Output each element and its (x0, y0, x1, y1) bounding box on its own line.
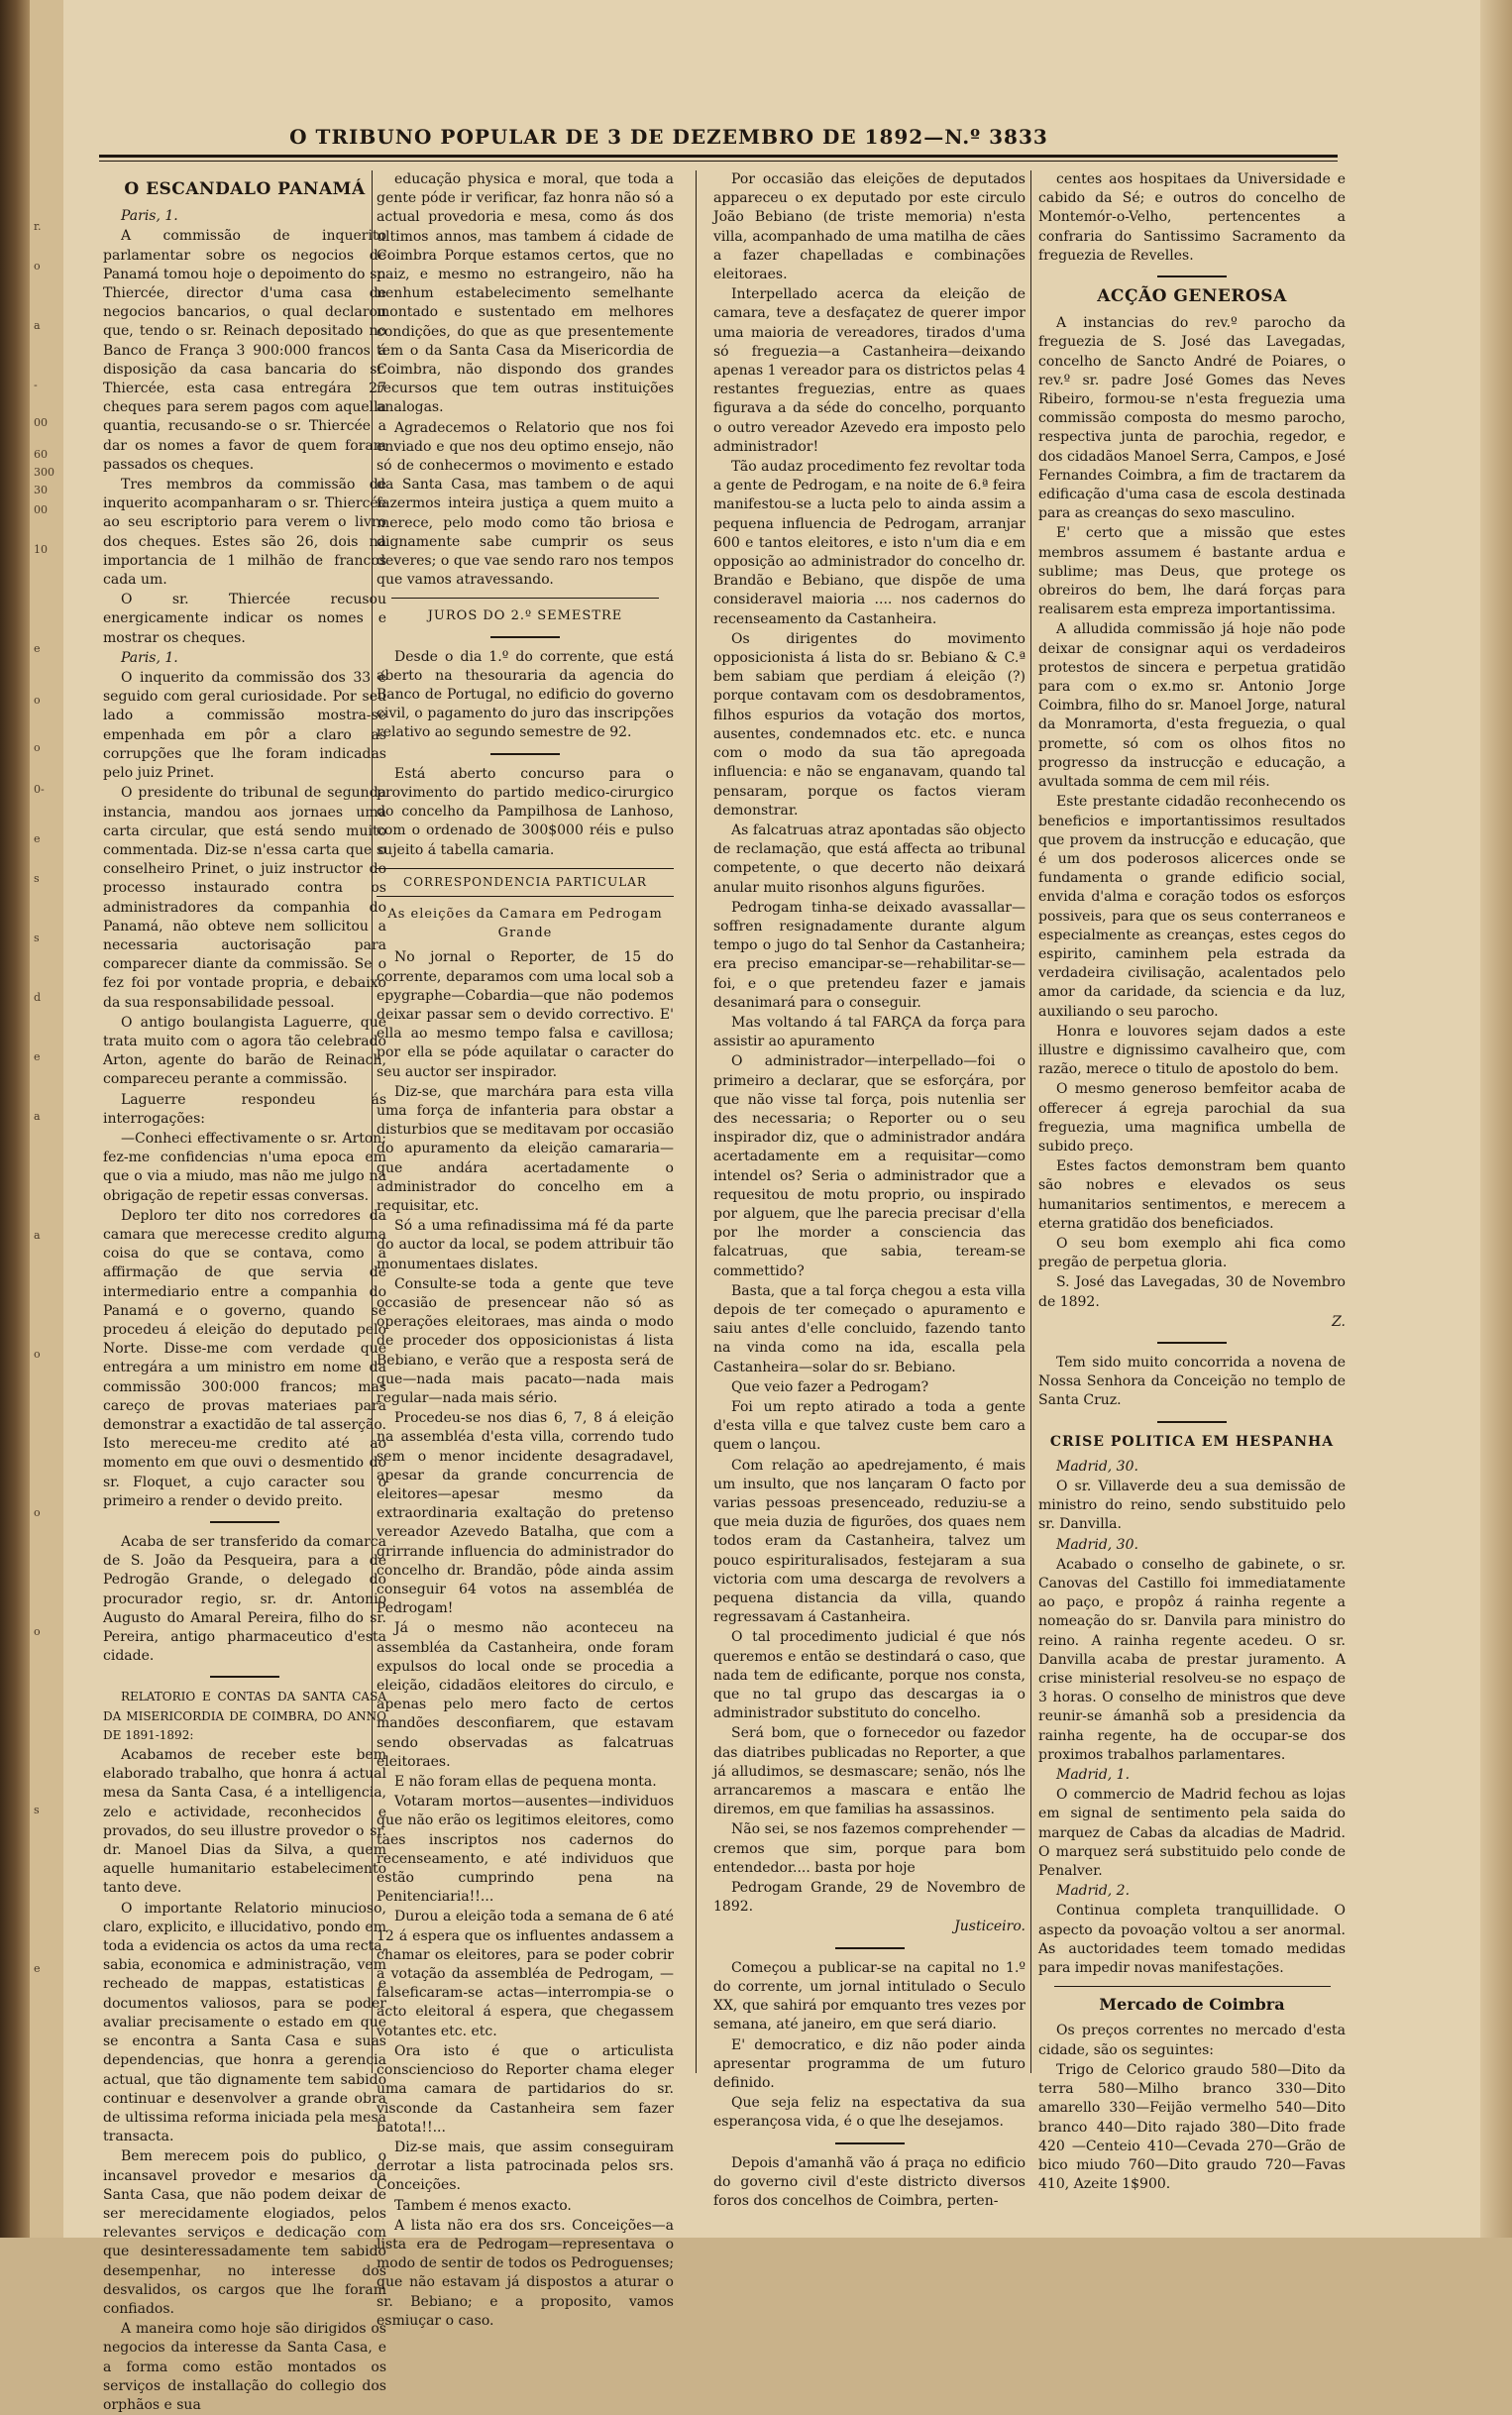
paragraph: —Conheci effectivamente o sr. Arton; fez-me confidencias n'uma epoca em que o via a miudo, mas não me julgo na obrigação de repetir essas conversas. (103, 1130, 386, 1204)
paragraph: Interpellado acerca da eleição de camara, teve a desfaçatez de querer impor uma maioria de vereadores, tirados d'uma só freguezia—a Castanheira—deixando apenas 1 vereador para os districtos pelas 4 restantes freguezias, entre as quaes figurava a da séde do concelho, porquanto o outro vereador Azevedo era imposto pelo administrador! (713, 286, 1026, 455)
paragraph: O sr. Thiercée recusou energicamente indicar os nomes e mostrar os cheques. (103, 592, 386, 646)
margin-fragment: 00 (34, 416, 48, 429)
paragraph: S. José das Lavegadas, 30 de Novembro de 1892. (1038, 1274, 1346, 1310)
margin-fragment: e (34, 832, 41, 845)
article-heading: As eleições da Camara em Pedrogam Grande (387, 906, 663, 941)
margin-fragment: o (34, 1348, 41, 1361)
margin-fragment: - (34, 379, 38, 391)
dateline: Madrid, 2. (1056, 1883, 1131, 1900)
paragraph: A lista não era dos srs. Conceições—a lista era de Pedrogam—representava o modo de sentir de todos os Pedroguenses; que não estavam já dispostos a aturar o sr. Bebiano; e a proposito, vamos esmiuçar o caso. (377, 2217, 674, 2329)
book-spine (0, 0, 30, 2238)
paragraph: Com relação ao apedrejamento, é mais um insulto, que nos lançaram O facto por varias pessoas presenceado, reduziu-se a que meia duzia de figurões, dos quaes nem todos eram da Castanheira, talvez um pouco espirituralisados, festejaram a sua victoria com uma descarga de revolvers a pequena distancia da villa, quando regressavam á Castanheira. (713, 1457, 1026, 1626)
paragraph: Está aberto concurso para o provimento do partido medico-cirurgico do concelho da Pampilhosa de Lanhoso, com o ordenado de 300$000 réis e pulso sujeito á tabella camaria. (377, 765, 674, 858)
paragraph: Tem sido muito concorrida a novena de Nossa Senhora da Conceição no templo de Santa Cruz. (1038, 1354, 1346, 1409)
article-heading: Mercado de Coimbra (1099, 1995, 1285, 2015)
margin-fragment: o (34, 741, 41, 754)
section-divider (391, 598, 659, 599)
paragraph: Os dirigentes do movimento opposicionista á lista do sr. Bebiano & C.ª bem sabiam que perdiam á eleição (?) porque contavam com os desdobramentos, filhos espurios da votação dos mortos, ausentes, condemnados etc. etc. e nunca com o modo da sua tão apregoada influencia: e não se enganavam, quando tal pensaram, porque os factos vieram demonstrar. (713, 630, 1026, 819)
paragraph: O inquerito da commissão dos 33 é seguido com geral curiosidade. Por seu lado a commissão mostra-se empenhada em pôr a claro as corrupções que lhe foram indicadas pelo juiz Prinet. (103, 670, 386, 782)
column-4 (1038, 170, 1346, 2193)
paragraph: Pedrogam tinha-se deixado avassallar—soffren resignadamente durante algum tempo o jugo do tal Senhor da Castanheira; era preciso emancipar-se—rehabilitar-se—foi, e o que pretendeu fazer e jamais desanimará para o conseguir. (713, 899, 1026, 1011)
paragraph: As falcatruas atraz apontadas são objecto de reclamação, que está affecta ao tribunal competente, o que decerto não deixará anular muito risonhos alguns figurões. (713, 822, 1026, 896)
column-rule (1030, 170, 1031, 2073)
paragraph: E' certo que a missão que estes membros assumem é bastante ardua e sublime; mas Deus, que protege os obreiros do bem, lhe dará forças para realisarem esta empreza importantissima. (1038, 525, 1346, 618)
column-rule (696, 170, 697, 2073)
paragraph: Depois d'amanhã vão á praça no edificio do governo civil d'este districto diversos foros dos concelhos de Coimbra, perten- (713, 2154, 1026, 2209)
section-heading: CORRESPONDENCIA PARTICULAR (377, 868, 674, 897)
paragraph: O commercio de Madrid fechou as lojas em signal de sentimento pela saida do marquez de Cabas da alcadias de Madrid. O marquez será substituido pelo conde de Penalver. (1038, 1787, 1346, 1880)
paragraph: Tambem é menos exacto. (394, 2197, 572, 2214)
article-heading: O ESCANDALO PANAMÁ (124, 179, 366, 199)
margin-fragment: a (34, 1110, 41, 1123)
section-divider (835, 1947, 905, 1949)
margin-fragment: o (34, 260, 41, 273)
paragraph: Tão audaz procedimento fez revoltar toda a gente de Pedrogam, e na noite de 6.ª feira manifestou-se a lucta pelo to ainda assim a pequena influencia de Pedrogam, arranjar 600 e tantos eleitores, e isto n'um dia e em opposição ao administrador do concelho dr. Brandão e Bebiano, que dispõe de uma consideravel maioria .... nos cadernos do recenseamento da Castanheira. (713, 459, 1026, 627)
paragraph: Consulte-se toda a gente que teve occasião de presencear não só as operações eleitoraes, mas ainda o modo de proceder dos opposicionistas á lista Bebiano, e verão que a resposta será de que—nada mais pacato—nada mais regular—nada mais sério. (377, 1275, 674, 1406)
section-divider (835, 2142, 905, 2144)
margin-fragment: o (34, 1625, 41, 1638)
margin-fragment: d (34, 991, 42, 1004)
paragraph: Estes factos demonstram bem quanto são nobres e elevados os seus humanitarios sentimentos, e merecem a eterna gratidão dos beneficiados. (1038, 1158, 1346, 1232)
paragraph: O sr. Villaverde deu a sua demissão de ministro do reino, sendo substituido pelo sr. Danvilla. (1038, 1479, 1346, 1533)
paragraph: Será bom, que o fornecedor ou fazedor das diatribes publicadas no Reporter, a que já alludimos, se desmascare; senão, nós lhe arrancaremos a mascara e então lhe diremos, em que familias ha assassinos. (713, 1725, 1026, 1818)
dateline: Madrid, 1. (1056, 1767, 1131, 1784)
page-right-edge (1480, 0, 1512, 2238)
paragraph: Pedrogam Grande, 29 de Novembro de 1892. (713, 1880, 1026, 1916)
paragraph: No jornal o Reporter, de 15 do corrente, deparamos com uma local sob a epygraphe—Cobardia—que não podemos deixar passar sem o devido correctivo. E' ella ao mesmo tempo falsa e cavillosa; por ella se póde aquilatar o caracter do seu auctor ser inspirador. (377, 949, 674, 1080)
section-divider (1157, 1342, 1227, 1344)
paragraph: Começou a publicar-se na capital no 1.º do corrente, um jornal intitulado o Seculo XX, que sahirá por emquanto tres vezes por semana, até janeiro, em que será diario. (713, 1959, 1026, 2033)
section-divider (1157, 275, 1227, 277)
paragraph: Diz-se, que marchára para esta villa uma força de infanteria para obstar a disturbios que se meditavam por occasião do apuramento da eleição camararia—que andára acertadamente o administrador do concelho em a requisitar, etc. (377, 1083, 674, 1214)
paragraph: Votaram mortos—ausentes—individuos que não erão os legitimos eleitores, como taes inscriptos nos cadernos do recenseamento, e até individuos que estão cumprindo pena na Penitenciaria!!... (377, 1794, 674, 1906)
margin-fragment: o (34, 1506, 41, 1519)
margin-fragment: r. (34, 220, 42, 233)
dateline: Paris, 1. (121, 649, 178, 666)
section-divider (1157, 1421, 1227, 1423)
paragraph: educação physica e moral, que toda a gente póde ir verificar, faz honra não só a actual provedoria e mesa, como ás dos ultimos annos, mas tambem á cidade de Coimbra Porque estamos certos, que no paiz, e mesmo no estrangeiro, não ha nenhum estabelecimento semelhante montado e sustentado em melhores condições, do que as que presentemente tem o da Santa Casa da Misericordia de Coimbra, não dispondo dos grandes recursos que tem outras instituições analogas. (377, 171, 674, 416)
paragraph: O seu bom exemplo ahi fica como pregão de perpetua gloria. (1038, 1235, 1346, 1271)
paragraph: Por occasião das eleições de deputados appareceu o ex deputado por este circulo João Bebiano (de triste memoria) n'esta villa, acompanhado de uma matilha de cães a fazer chapelladas e combinações eleitoraes. (713, 171, 1026, 283)
paragraph: Tres membros da commissão de inquerito acompanharam o sr. Thiercée ao seu escriptorio para verem o livro dos cheques. Estes são 26, dois na importancia de 1 milhão de francos cada um. (103, 477, 386, 589)
paragraph: Ora isto é que o articulista consciencioso do Reporter chama eleger uma camara de partidarios do sr. visconde da Castanheira sem fazer batota!!... (377, 2042, 674, 2136)
paragraph: Laguerre respondeu ás interrogações: (103, 1091, 386, 1127)
margin-fragment: a (34, 319, 41, 332)
paragraph: Mas voltando á tal FARÇA da força para assistir ao apuramento (713, 1014, 1026, 1050)
paragraph: O administrador—interpellado—foi o primeiro a declarar, que se esforçára, por que não visse tal força, pois nutenlia ser des necessaria; o Reporter ou o seu inspirador diz, que o administrador andára acertadamente em a requisitar—como intendel os? Seria o administrador que a requesitou de motu proprio, ou inspirado por alguem, que lhe parecia precisar d'ella por lhe morder a consciencia das falcatruas, que sabia, teream-se commettido? (713, 1053, 1026, 1279)
article-heading: RELATORIO E CONTAS DA SANTA CASA DA MISERICORDIA DE COIMBRA, DO ANNO DE 1891-1892: (103, 1690, 386, 1742)
paragraph: Já o mesmo não aconteceu na assembléa da Castanheira, onde foram expulsos do local onde se procedia a eleição, cidadãos eleitores do circulo, e apenas pelo mero facto de certos mandões desconfiarem, que estavam sendo observadas as falcatruas eleitoraes. (377, 1620, 674, 1770)
previous-page-edge (30, 0, 63, 2238)
dateline: Madrid, 30. (1056, 1536, 1138, 1553)
margin-fragment: e (34, 642, 41, 655)
margin-fragment: 60 (34, 448, 48, 461)
paragraph: centes aos hospitaes da Universidade e cabido da Sé; e outros do concelho de Montemór-o-Velho, pertencentes a confraria do Santissimo Sacramento da freguezia de Revelles. (1038, 171, 1346, 264)
paragraph: Desde o dia 1.º do corrente, que está aberto na thesouraria da agencia do Banco de Portugal, no edificio do governo civil, o pagamento do juro das inscripções relativo ao segundo semestre de 92. (377, 648, 674, 741)
paragraph: Procedeu-se nos dias 6, 7, 8 á eleição na assembléa d'esta villa, correndo tudo sem o menor incidente desagradavel, apesar da grande concurrencia de eleitores—apesar mesmo da extraordinaria exaltação do pretenso vereador Azevedo Batalha, que com a grirrande influencia do administrador do concelho dr. Brandão, pôde ainda assim conseguir 64 votos na assembléa de Pedrogam! (377, 1410, 674, 1617)
paragraph: Acaba de ser transferido da comarca de S. João da Pesqueira, para a de Pedrogão Grande, o delegado do procurador regio, sr. dr. Antonio Augusto do Amaral Pereira, filho do sr. Pereira, antigo pharmaceutico d'esta cidade. (103, 1534, 386, 1665)
section-divider (210, 1676, 279, 1678)
paragraph: Continua completa tranquillidade. O aspecto da povoação voltou a ser anormal. As auctoridades teem tomado medidas para impedir novas manifestações. (1038, 1903, 1346, 1977)
paragraph: E' democratico, e diz não poder ainda apresentar programma de um futuro definido. (713, 2036, 1026, 2091)
article-heading: CRISE POLITICA EM HESPANHA (1049, 1433, 1335, 1450)
paragraph: Este prestante cidadão reconhecendo os beneficios e importantissimos resultados que provem da instrucção e educação, que é um dos poderosos alicerces onde se fundamenta o grande edificio social, envida d'alma e coração todos os esforços possiveis, para que os seus conterraneos e especialmente as creanças, estes cegos do espirito, caminhem pela estrada da verdadeira civilisação, acalentados pelo amor da caridade, da sciencia e da luz, auxiliando o seu parocho. (1038, 794, 1346, 1020)
margin-fragment: e (34, 1050, 41, 1063)
article-heading: ACÇÃO GENEROSA (1097, 286, 1287, 307)
dateline: Madrid, 30. (1056, 1458, 1138, 1475)
margin-fragment: s (34, 872, 40, 885)
paragraph: Foi um repto atirado a toda a gente d'esta villa e que talvez custe bem caro a quem o lançou. (713, 1399, 1026, 1454)
paragraph: Trigo de Celorico graudo 580—Dito da terra 580—Milho branco 330—Dito amarello 330—Feijão vermelho 540—Dito branco 440—Dito rajado 380—Dito frade 420 —Centeio 410—Cevada 270—Grão de bico miudo 760—Dito graudo 720—Favas 410, Azeite 1$900. (1038, 2061, 1346, 2193)
paragraph: Só a uma refinadissima má fé da parte do auctor da local, se podem attribuir tão monumentaes dislates. (377, 1218, 674, 1272)
margin-fragment: 10 (34, 543, 48, 556)
article-heading: JUROS DO 2.º SEMESTRE (427, 608, 623, 624)
paragraph: Não sei, se nos fazemos comprehender —cremos que sim, porque para bom entendedor.... basta por hoje (713, 1821, 1026, 1876)
section-divider (490, 753, 560, 755)
masthead-rule-thin (99, 161, 1338, 162)
masthead: O TRIBUNO POPULAR DE 3 DE DEZEMBRO DE 1892—N.º 3833 (289, 125, 1048, 149)
paragraph: O tal procedimento judicial é que nós queremos e então se destindará o caso, que nada tem de edificante, porque nos consta, que no tal grupo das descargas ia o administrador substituto do concelho. (713, 1629, 1026, 1722)
margin-fragment: e (34, 1962, 41, 1975)
paragraph: O presidente do tribunal de segunda instancia, mandou aos jornaes uma carta circular, que está sendo muito commentada. Diz-se n'essa carta que o conselheiro Prinet, o juiz instructor do processo instaurado contra os administradores da companhia do Panamá, não obteve nem sollicitou a necessaria auctorisação para comparecer diante da commissão. Se o fez foi por vontade propria, e debaixo da sua responsabilidade pessoal. (103, 785, 386, 1011)
margin-fragment: 30 (34, 484, 48, 496)
signature: Justiceiro. (954, 1919, 1026, 1935)
column-2 (377, 170, 674, 2329)
paragraph: Diz-se mais, que assim conseguiram derrotar a lista patrocinada pelos srs. Conceições. (377, 2139, 674, 2194)
margin-fragment: o (34, 694, 41, 707)
section-divider (210, 1521, 279, 1523)
paragraph: O mesmo generoso bemfeitor acaba de offerecer á egreja parochial da sua freguezia, uma magnifica umbella de subido preço. (1038, 1081, 1346, 1154)
paragraph: Honra e louvores sejam dados a este illustre e dignissimo cavalheiro que, com razão, merece o titulo de apostolo do bem. (1038, 1023, 1346, 1078)
paragraph: Basta, que a tal força chegou a esta villa depois de ter começado o apuramento e saiu antes d'elle concluido, fazendo tanto na vinda como na ida, escalla pela Castanheira—solar do sr. Bebiano. (713, 1282, 1026, 1375)
column-1 (103, 170, 386, 2413)
paragraph: A instancias do rev.º parocho da freguezia de S. José das Lavegadas, concelho de Sancto André de Poiares, o rev.º sr. padre José Gomes das Neves Ribeiro, formou-se n'esta freguezia uma commissão composta do mesmo parocho, respectiva junta de parochia, regedor, e dos cidadãos Manoel Serra, Campos, e José Fernandes Coimbra, a fim de tractarem da edificação d'uma casa de escola destinada para as creanças do sexo masculino. (1038, 315, 1346, 522)
dateline: Paris, 1. (121, 208, 178, 225)
paragraph: A commissão de inquerito parlamentar sobre os negocios de Panamá tomou hoje o depoimento do sr. Thiercée, director d'uma casa de negocios bancarios, o qual declarou que, tendo o sr. Reinach depositado no Banco de França 3 900:000 francos á disposição da casa bancaria do sr. Thiercée, esta casa entregára 27 cheques para serem pagos com aquella quantia, recusando-se o sr. Thiercée a dar os nomes a favor de quem foram passados os cheques. (103, 228, 386, 473)
masthead-rule (99, 155, 1338, 158)
margin-fragment: s (34, 932, 40, 944)
paragraph: O importante Relatorio minucioso, claro, explicito, e illucidativo, pondo em toda a evidencia os actos da uma recta, sabia, economica e administração, vem recheado de mappas, estatisticas e documentos valiosos, para se poder avaliar precisamente o estado em que se encontra a Santa Casa e suas dependencias, que honra a gerencia actual, que tão dignamente tem sabido continuar e desenvolver a grande obra de ultissima reforma iniciada pela mesa transacta. (103, 1900, 386, 2145)
paragraph: Deploro ter dito nos corredores da camara que merecesse credito alguma coisa do que se contava, como a affirmação de que servia de intermediario entre a companhia do Panamá e o governo, quando se procedeu á eleição do deputado pelo Norte. Disse-me com verdade que entregára a um ministro em nome da commissão 300:000 francos; mas careço de provas materiaes para demonstrar a exactidão de tal asserção. Isto mereceu-me credito até ao momento em que ouvi o desmentido do sr. Floquet, a cujo caracter sou o primeiro a render o devido preito. (103, 1207, 386, 1509)
signature: Z. (1332, 1313, 1346, 1330)
paragraph: Acabado o conselho de gabinete, o sr. Canovas del Castillo foi immediatamente ao paço, e propôz á rainha regente a nomeação do sr. Danvila para ministro do reino. A rainha regente acedeu. O sr. Danvilla acaba de prestar juramento. A crise ministerial resolveu-se no espaço de 3 horas. O conselho de ministros que deve reunir-se ámanhã sob a presidencia da rainha regente, ha de occupar-se dos proximos trabalhos parlamentares. (1038, 1556, 1346, 1763)
margin-fragment: a (34, 1229, 41, 1242)
paragraph: A maneira como hoje são dirigidos os negocios da interesse da Santa Casa, e a forma como estão montados os serviços de installação do collegio dos orphãos e sua (103, 2321, 386, 2413)
column-3 (713, 170, 1026, 2209)
margin-fragment: s (34, 1804, 40, 1816)
paragraph: Que veio fazer a Pedrogam? (731, 1378, 929, 1395)
section-divider (490, 636, 560, 638)
section-divider (1054, 1986, 1331, 1987)
margin-fragment: 00 (34, 503, 48, 516)
paragraph: A alludida commissão já hoje não pode deixar de consignar aqui os verdadeiros protestos de sincera e perpetua gratidão para com o ex.mo sr. Antonio Jorge Coimbra, filho do sr. Manoel Jorge, natural da Monramorta, d'esta freguezia, o qual promette, só com os olhos fitos no progresso da instrucção e educação, a avultada somma de cem mil réis. (1038, 621, 1346, 791)
paragraph: E não foram ellas de pequena monta. (394, 1774, 657, 1791)
paragraph: Que seja feliz na espectativa da sua esperançosa vida, é o que lhe desejamos. (713, 2095, 1026, 2131)
margin-fragment: 0- (34, 783, 45, 796)
paragraph: Acabamos de receber este bem elaborado trabalho, que honra á actual mesa da Santa Casa, é a intelligencia, zelo e actividade, reconhecidos e provados, do seu illustre provedor o sr. dr. Manoel Dias da Silva, a quem aquelle humanitario estabelecimento tanto deve. (103, 1747, 386, 1897)
paragraph: Os preços correntes no mercado d'esta cidade, são os seguintes: (1038, 2023, 1346, 2058)
paragraph: O antigo boulangista Laguerre, que trata muito com o agora tão celebrado Arton, agente do barão de Reinach, compareceu perante a commissão. (103, 1014, 386, 1088)
paragraph: Agradecemos o Relatorio que nos foi enviado e que nos deu optimo ensejo, não só de conhecermos o movimento e estado da Santa Casa, mas tambem o de aqui fazermos inteira justiça a quem muito a merece, pelo modo como tão briosa e dignamente sabe cumprir os seus deveres; o que vae sendo raro nos tempos que vamos atravessando. (377, 419, 674, 589)
margin-fragment: 300 (34, 466, 54, 479)
paragraph: Durou a eleição toda a semana de 6 até 12 á espera que os influentes andassem a chamar os eleitores, para se poder cobrir a votação da assembléa de Pedrogam, —falseficaram-se actas—interrompia-se o acto eleitoral á espera, que chegassem votantes etc. etc. (377, 1909, 674, 2039)
paragraph: Bem merecem pois do publico, o incansavel provedor e mesarios da Santa Casa, que não podem deixar de ser merecidamente elogiados, pelos relevantes serviços e dedicação com que desinteressadamente tem sabido desempenhar, no interesse dos desvalidos, os cargos que lhe foram confiados. (103, 2148, 386, 2317)
